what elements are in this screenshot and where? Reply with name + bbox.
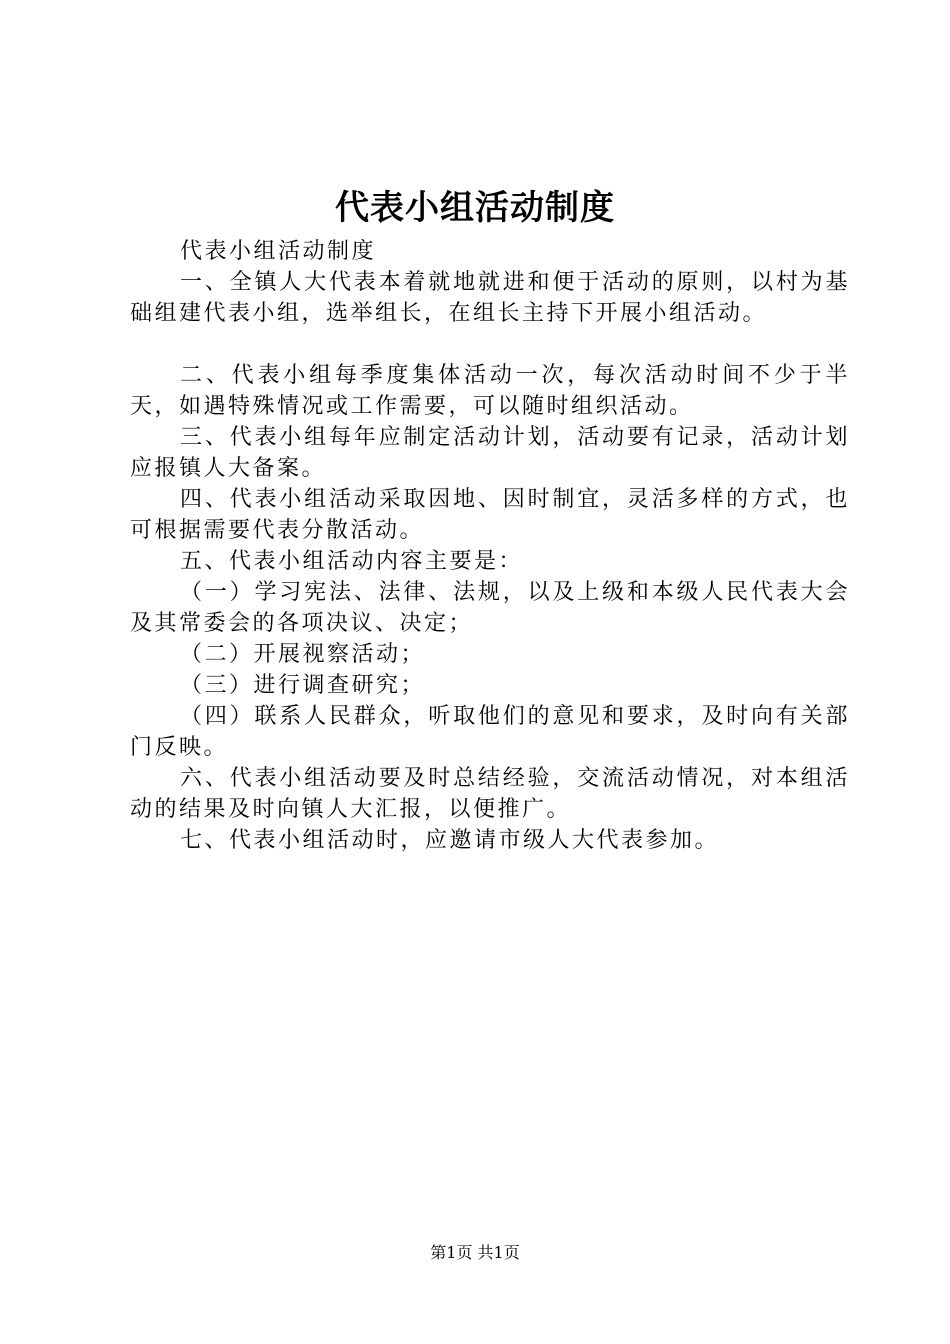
document-title: 代表小组活动制度 (335, 188, 615, 228)
page-footer: 第1页 共1页 (430, 1243, 520, 1262)
paragraph-item-2: 二、代表小组每季度集体活动一次，每次活动时间不少于半天，如遇特殊情况或工作需要，可以随时组织活动。 (130, 363, 850, 419)
paragraph-subitem-4: （四）联系人民群众，听取他们的意见和要求，及时向有关部门反映。 (130, 704, 850, 760)
paragraph-subitem-1: （一）学习宪法、法律、法规，以及上级和本级人民代表大会及其常委会的各项决议、决定； (130, 580, 850, 636)
paragraph-subitem-2: （二）开展视察活动； (180, 642, 426, 667)
paragraph-subitem-3: （三）进行调查研究； (180, 673, 426, 698)
paragraph-item-3: 三、代表小组每年应制定活动计划，活动要有记录，活动计划应报镇人大备案。 (130, 425, 850, 481)
document-body (130, 236, 850, 856)
paragraph-item-1: 一、全镇人大代表本着就地就进和便于活动的原则，以村为基础组建代表小组，选举组长，在组长主持下开展小组活动。 (130, 270, 850, 326)
paragraph-heading: 代表小组活动制度 (180, 239, 377, 264)
paragraph-item-5: 五、代表小组活动内容主要是： (180, 549, 524, 574)
paragraph-item-7: 七、代表小组活动时，应邀请市级人大代表参加。 (180, 828, 720, 853)
paragraph-item-6: 六、代表小组活动要及时总结经验，交流活动情况，对本组活动的结果及时向镇人大汇报，以便推广。 (130, 766, 850, 822)
paragraph-item-4: 四、代表小组活动采取因地、因时制宜，灵活多样的方式，也可根据需要代表分散活动。 (130, 487, 850, 543)
